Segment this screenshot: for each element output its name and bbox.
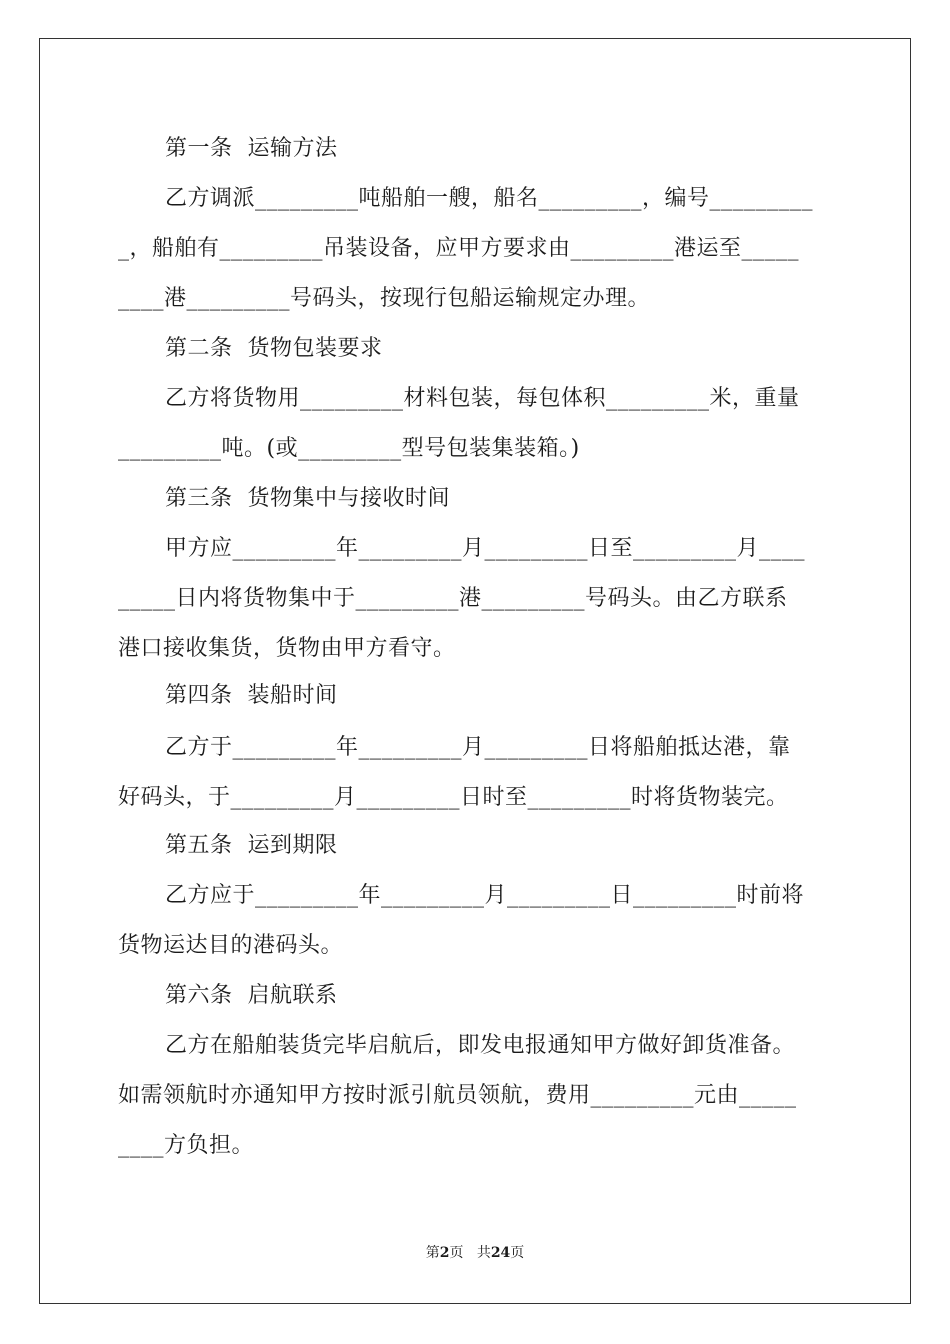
document-line: _________吨。(或_________型号包装集装箱。) [118,436,580,461]
document-line: 港口接收集货，货物由甲方看守。 [118,636,456,661]
document-line: 第四条 装船时间 [165,683,338,708]
page-footer [0,1244,950,1262]
document-line: 第一条 运输方法 [165,136,338,161]
document-line: _，船舶有_________吊装设备，应甲方要求由_________港运至_____ [118,236,800,261]
document-line: 甲方应_________年_________月_________日至_________月____ [165,536,806,561]
document-line: 乙方调派_________吨船舶一艘，船名_________，编号_________ [165,186,814,211]
document-line: 第五条 运到期限 [165,833,338,858]
document-line: 好码头，于_________月_________日时至_________时将货物装完。 [118,785,789,810]
page-frame [39,38,911,1304]
document-line: 货物运达目的港码头。 [118,933,344,958]
footer-page-suffix: 页 [449,1245,464,1261]
footer-total-prefix: 共 [476,1245,491,1261]
document-line: _____日内将货物集中于_________港_________号码头。由乙方联系 [118,586,788,611]
footer-page-prefix: 第 [425,1245,440,1261]
document-line: 第二条 货物包装要求 [165,336,383,361]
document-line: 第六条 启航联系 [165,983,338,1008]
document-line: 乙方将货物用_________材料包装，每包体积_________米，重量 [165,386,800,411]
document-line: 乙方于_________年_________月_________日将船舶抵达港，靠 [165,735,791,760]
footer-total-suffix: 页 [510,1245,525,1261]
footer-total-pages: 24 [490,1245,511,1261]
document-line: 第三条 货物集中与接收时间 [165,486,450,511]
document-line: ____方负担。 [118,1133,255,1158]
document-line: 如需领航时亦通知甲方按时派引航员领航，费用_________元由_____ [118,1083,797,1108]
document-line: ____港_________号码头，按现行包船运输规定办理。 [118,286,651,311]
document-line: 乙方在船舶装货完毕启航后，即发电报通知甲方做好卸货准备。 [165,1033,796,1058]
document-line: 乙方应于_________年_________月_________日_________时前将 [165,883,805,908]
footer-page-number: 2 [439,1245,450,1261]
